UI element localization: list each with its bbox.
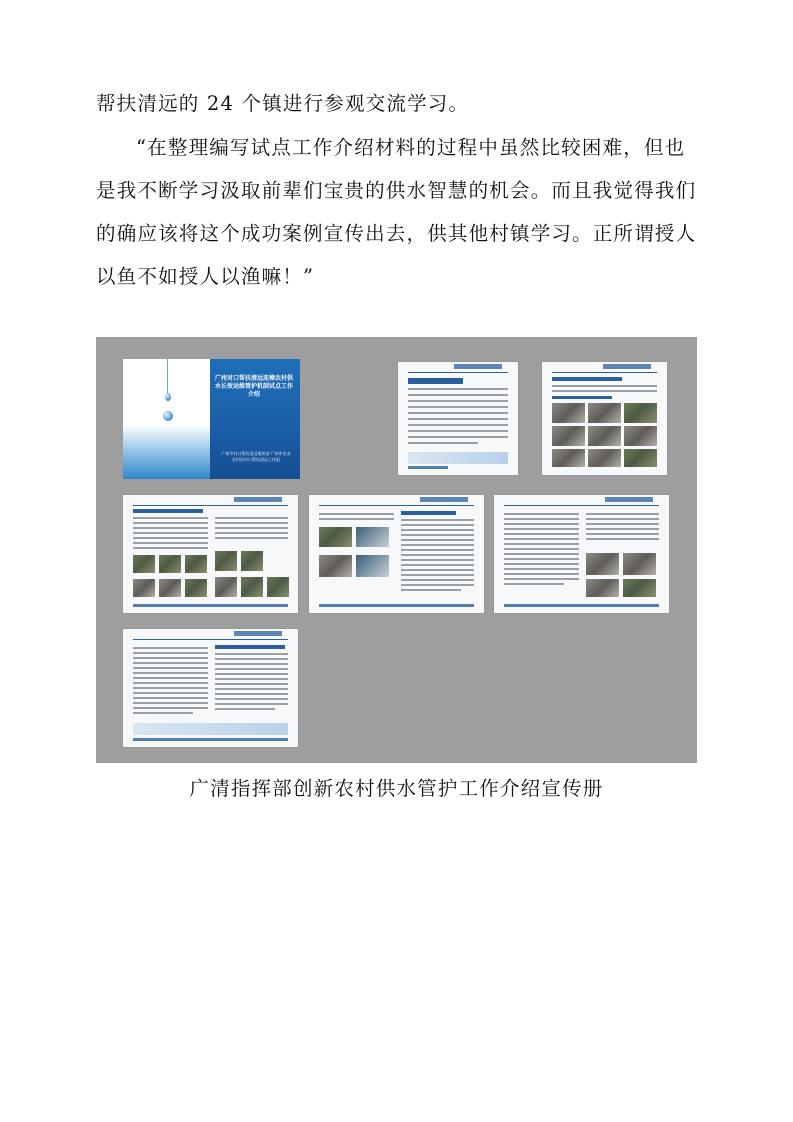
figure-caption: 广清指挥部创新农村供水管护工作介绍宣传册 <box>189 777 604 800</box>
water-drop-icon <box>165 393 171 401</box>
water-drop-icon <box>163 411 173 421</box>
brochure-page-4 <box>123 495 298 613</box>
cover-title: 广州对口帮扶清远连樟农村供水长效运维管护机制试点工作介绍 <box>214 375 293 398</box>
brochure-page-2 <box>398 362 518 475</box>
brochure-page-6 <box>494 495 669 613</box>
cover-title-panel <box>210 359 300 479</box>
body-paragraph-1: 帮扶清远的 24 个镇进行参观交流学习。 <box>96 92 470 115</box>
brochure-page-7 <box>123 629 298 747</box>
brochure-page-3 <box>542 362 667 475</box>
brochure-figure <box>96 337 697 763</box>
brochure-cover <box>123 359 300 479</box>
body-paragraph-2: “在整理编写试点工作介绍材料的过程中虽然比较困难，但也是我不断学习汲取前辈们宝贵的供水智慧的机会。而且我觉得我们的确应该将这个成功案例宣传出去，供其他村镇学习。正所谓授人以鱼不如授人以渔嘛！” <box>96 136 697 288</box>
brochure-page-5 <box>309 495 484 613</box>
cover-subtitle: 广州市对口帮扶清远指挥部 广州市农业农村局对口帮扶清远工作组 <box>221 451 291 462</box>
